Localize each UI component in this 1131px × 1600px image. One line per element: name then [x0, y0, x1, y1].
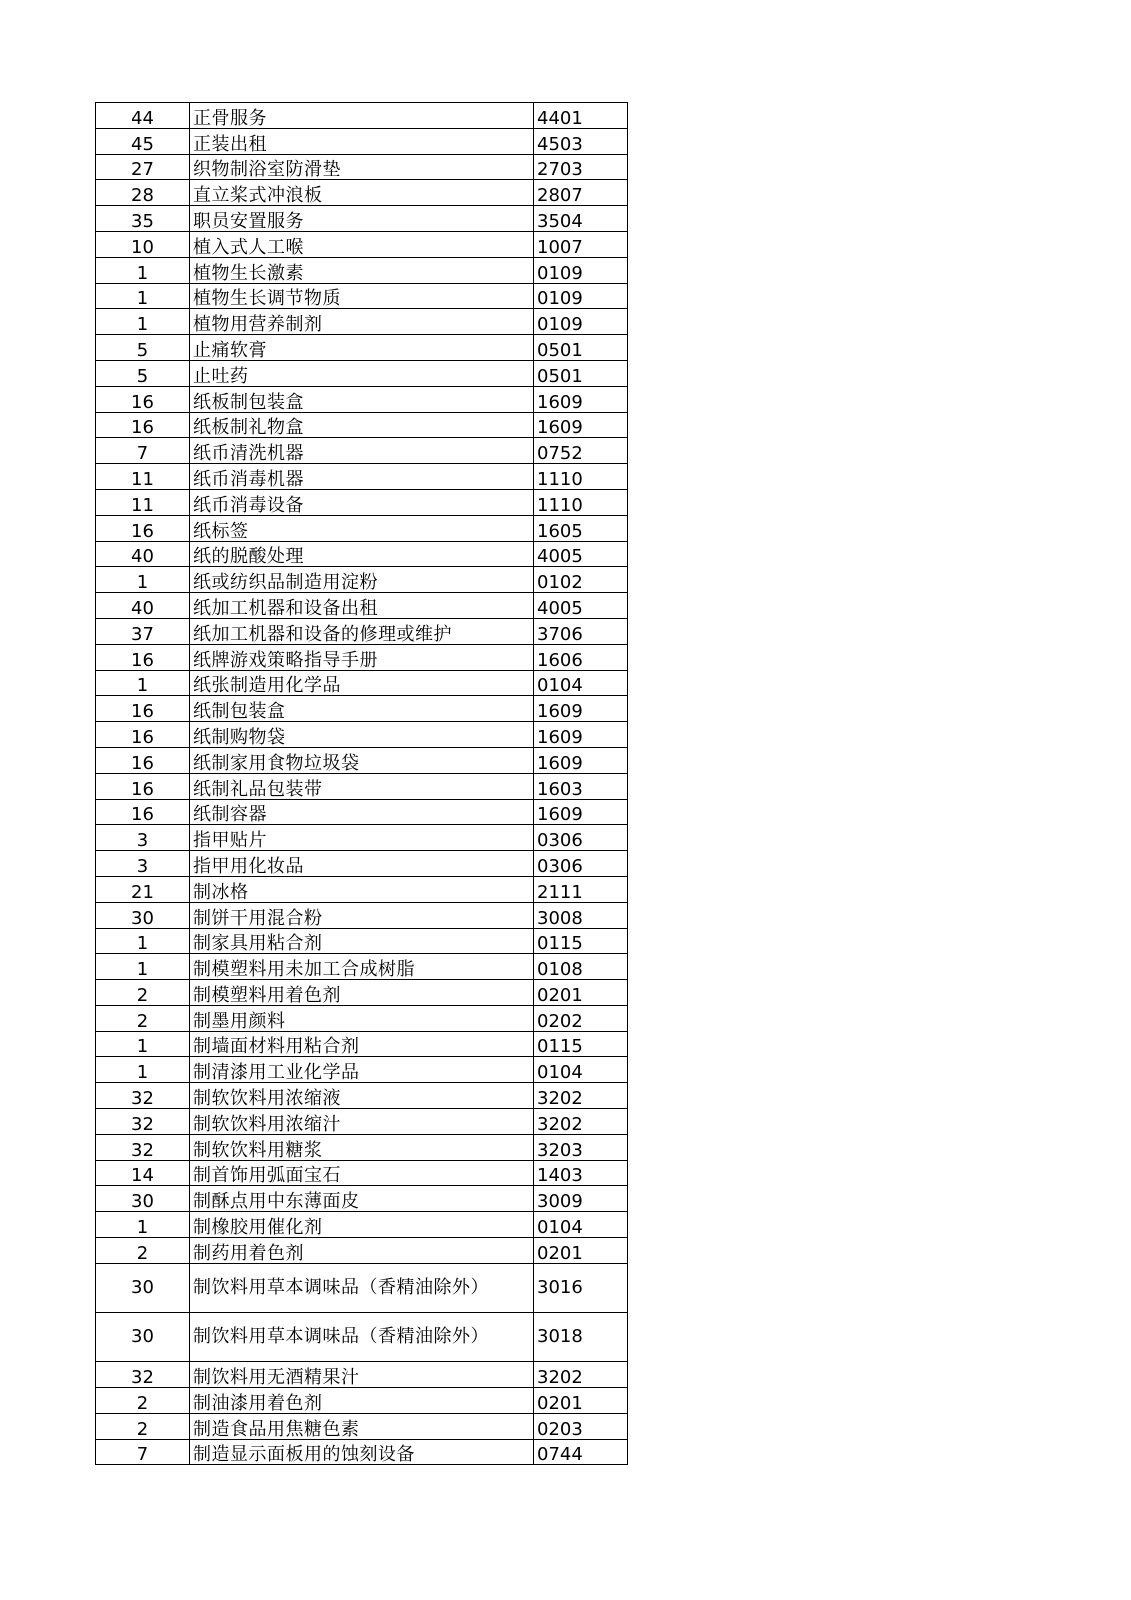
goods-name-text: 制药用着色剂: [193, 1242, 304, 1264]
group-code-cell: 0744: [534, 1439, 628, 1465]
class-number-cell: 16: [96, 722, 190, 748]
goods-name-cell: [190, 128, 534, 154]
class-number-cell: 40: [96, 541, 190, 567]
table-row: [96, 567, 628, 593]
goods-name-text: 纸币消毒设备: [193, 494, 304, 516]
goods-name-text: 纸加工机器和设备的修理或维护: [193, 623, 452, 645]
goods-name-text: 植入式人工喉: [193, 236, 304, 258]
goods-name-text: 制墨用颜料: [193, 1010, 286, 1032]
goods-name-cell: [190, 954, 534, 980]
goods-name-text: 止吐药: [193, 365, 249, 387]
table-row: [96, 283, 628, 309]
table-row: [96, 1212, 628, 1238]
class-number-cell: 27: [96, 154, 190, 180]
table-row: [96, 1160, 628, 1186]
goods-name-text: 制模塑料用着色剂: [193, 984, 341, 1006]
goods-name-cell: [190, 1134, 534, 1160]
table-row: [96, 412, 628, 438]
goods-name-cell: [190, 412, 534, 438]
goods-name-cell: [190, 1212, 534, 1238]
table-row: [96, 1134, 628, 1160]
group-code-cell: 0109: [534, 257, 628, 283]
group-code-cell: 1606: [534, 644, 628, 670]
group-code-cell: 1110: [534, 464, 628, 490]
class-number-cell: 32: [96, 1083, 190, 1109]
goods-name-cell: [190, 206, 534, 232]
group-code-cell: 1609: [534, 747, 628, 773]
group-code-cell: 3504: [534, 206, 628, 232]
class-number-cell: 11: [96, 489, 190, 515]
class-number-cell: 16: [96, 773, 190, 799]
group-code-cell: 0202: [534, 1005, 628, 1031]
goods-name-text: 植物生长调节物质: [193, 288, 341, 309]
class-number-cell: 1: [96, 1212, 190, 1238]
table-row: [96, 438, 628, 464]
class-number-cell: 16: [96, 644, 190, 670]
class-number-cell: 2: [96, 1388, 190, 1414]
goods-name-cell: [190, 851, 534, 877]
table-row: [96, 644, 628, 670]
goods-name-cell: [190, 722, 534, 748]
class-number-cell: 30: [96, 902, 190, 928]
table-row: [96, 747, 628, 773]
class-number-cell: 2: [96, 1238, 190, 1264]
group-code-cell: 1609: [534, 412, 628, 438]
goods-name-cell: [190, 1005, 534, 1031]
goods-name-text: 植物用营养制剂: [193, 314, 323, 335]
class-number-cell: 35: [96, 206, 190, 232]
table-row: [96, 103, 628, 129]
class-number-cell: 11: [96, 464, 190, 490]
goods-name-cell: [190, 1313, 534, 1362]
class-number-cell: 2: [96, 980, 190, 1006]
goods-name-text: 正骨服务: [193, 107, 267, 129]
group-code-cell: 3706: [534, 618, 628, 644]
group-code-cell: 1609: [534, 696, 628, 722]
class-number-cell: 37: [96, 618, 190, 644]
group-code-cell: 0109: [534, 309, 628, 335]
group-code-cell: 0306: [534, 851, 628, 877]
goods-name-cell: [190, 541, 534, 567]
goods-name-text: 指甲用化妆品: [193, 855, 304, 877]
group-code-cell: 0115: [534, 928, 628, 954]
class-number-cell: 3: [96, 851, 190, 877]
class-number-cell: 16: [96, 799, 190, 825]
group-code-cell: 1403: [534, 1160, 628, 1186]
table-row: [96, 360, 628, 386]
table-row: [96, 1057, 628, 1083]
goods-name-text: 植物生长激素: [193, 262, 304, 284]
goods-name-text: 制饮料用无酒精果汁: [193, 1367, 360, 1388]
class-number-cell: 1: [96, 283, 190, 309]
class-number-cell: 1: [96, 928, 190, 954]
group-code-cell: 1609: [534, 722, 628, 748]
goods-name-text: 纸板制礼物盒: [193, 417, 304, 438]
goods-name-text: 指甲贴片: [193, 830, 267, 851]
goods-name-text: 制软饮料用浓缩液: [193, 1088, 341, 1109]
group-code-cell: 4401: [534, 103, 628, 129]
group-code-cell: 0115: [534, 1031, 628, 1057]
group-code-cell: 0102: [534, 567, 628, 593]
goods-name-text: 纸加工机器和设备出租: [193, 597, 378, 619]
table-row: [96, 1083, 628, 1109]
goods-name-cell: [190, 980, 534, 1006]
table-row: [96, 618, 628, 644]
class-number-cell: 28: [96, 180, 190, 206]
goods-name-cell: [190, 644, 534, 670]
goods-name-text: 正装出租: [193, 133, 267, 155]
group-code-cell: 3203: [534, 1134, 628, 1160]
goods-name-text: 制饮料用草本调味品（香精油除外）: [193, 1326, 489, 1348]
table-row: [96, 1005, 628, 1031]
class-number-cell: 45: [96, 128, 190, 154]
table-row: [96, 722, 628, 748]
goods-name-text: 纸制礼品包装带: [193, 778, 323, 800]
table-row: [96, 231, 628, 257]
table-row: [96, 876, 628, 902]
table-row: [96, 1186, 628, 1212]
class-number-cell: 1: [96, 954, 190, 980]
goods-name-cell: [190, 360, 534, 386]
group-code-cell: 1110: [534, 489, 628, 515]
group-code-cell: 0104: [534, 1057, 628, 1083]
class-number-cell: 1: [96, 1031, 190, 1057]
table-row: [96, 335, 628, 361]
table-row: [96, 257, 628, 283]
goods-name-text: 纸标签: [193, 520, 249, 542]
class-number-cell: 7: [96, 1439, 190, 1465]
goods-name-text: 制清漆用工业化学品: [193, 1062, 360, 1083]
goods-name-cell: [190, 154, 534, 180]
class-number-cell: 1: [96, 567, 190, 593]
goods-name-cell: [190, 103, 534, 129]
goods-name-cell: [190, 1031, 534, 1057]
group-code-cell: 3008: [534, 902, 628, 928]
goods-name-text: 纸制包装盒: [193, 701, 286, 722]
class-number-cell: 2: [96, 1413, 190, 1439]
goods-name-text: 制造显示面板用的蚀刻设备: [193, 1444, 415, 1465]
class-number-cell: 16: [96, 747, 190, 773]
group-code-cell: 0501: [534, 360, 628, 386]
goods-name-cell: [190, 876, 534, 902]
goods-name-text: 织物制浴室防滑垫: [193, 159, 341, 180]
goods-name-text: 制软饮料用浓缩汁: [193, 1113, 341, 1135]
table-body: [96, 103, 628, 1465]
goods-name-text: 纸制家用食物垃圾袋: [193, 752, 360, 774]
table-row: [96, 799, 628, 825]
goods-name-cell: [190, 1362, 534, 1388]
goods-name-cell: [190, 825, 534, 851]
goods-name-text: 纸板制包装盒: [193, 391, 304, 413]
goods-name-text: 纸币清洗机器: [193, 443, 304, 464]
group-code-cell: 1609: [534, 799, 628, 825]
group-code-cell: 1605: [534, 515, 628, 541]
class-number-cell: 40: [96, 593, 190, 619]
goods-name-text: 制饼干用混合粉: [193, 907, 323, 928]
table-row: [96, 541, 628, 567]
group-code-cell: 0201: [534, 1388, 628, 1414]
group-code-cell: 0203: [534, 1413, 628, 1439]
goods-name-cell: [190, 1238, 534, 1264]
table-row: [96, 180, 628, 206]
goods-name-text: 止痛软膏: [193, 339, 267, 361]
class-number-cell: 1: [96, 257, 190, 283]
goods-name-text: 制墙面材料用粘合剂: [193, 1036, 360, 1057]
goods-name-cell: [190, 1439, 534, 1465]
goods-name-text: 制冰格: [193, 881, 249, 903]
group-code-cell: 0108: [534, 954, 628, 980]
table-row: [96, 1109, 628, 1135]
goods-name-text: 职员安置服务: [193, 210, 304, 232]
group-code-cell: 3202: [534, 1083, 628, 1109]
class-number-cell: 21: [96, 876, 190, 902]
goods-name-text: 纸币消毒机器: [193, 468, 304, 490]
goods-name-cell: [190, 773, 534, 799]
group-code-cell: 4005: [534, 593, 628, 619]
table-row: [96, 902, 628, 928]
goods-name-cell: [190, 438, 534, 464]
group-code-cell: 1609: [534, 386, 628, 412]
group-code-cell: 3009: [534, 1186, 628, 1212]
goods-name-cell: [190, 1109, 534, 1135]
table-row: [96, 464, 628, 490]
table-row: [96, 1263, 628, 1312]
group-code-cell: 0306: [534, 825, 628, 851]
table-row: [96, 1362, 628, 1388]
class-number-cell: 16: [96, 412, 190, 438]
goods-name-cell: [190, 309, 534, 335]
group-code-cell: 0104: [534, 1212, 628, 1238]
table-row: [96, 1031, 628, 1057]
goods-name-cell: [190, 1263, 534, 1312]
table-row: [96, 825, 628, 851]
group-code-cell: 1007: [534, 231, 628, 257]
table-row: [96, 1388, 628, 1414]
class-number-cell: 44: [96, 103, 190, 129]
table-row: [96, 154, 628, 180]
goods-name-text: 制首饰用弧面宝石: [193, 1165, 341, 1186]
group-code-cell: 2111: [534, 876, 628, 902]
table-row: [96, 696, 628, 722]
goods-name-text: 纸张制造用化学品: [193, 675, 341, 696]
table-row: [96, 206, 628, 232]
table-row: [96, 773, 628, 799]
goods-name-cell: [190, 231, 534, 257]
goods-name-cell: [190, 283, 534, 309]
group-code-cell: 1603: [534, 773, 628, 799]
goods-name-cell: [190, 335, 534, 361]
table-row: [96, 128, 628, 154]
goods-name-cell: [190, 567, 534, 593]
class-number-cell: 2: [96, 1005, 190, 1031]
goods-name-text: 制造食品用焦糖色素: [193, 1418, 360, 1440]
goods-name-cell: [190, 1083, 534, 1109]
goods-name-text: 制模塑料用未加工合成树脂: [193, 959, 415, 980]
class-number-cell: 1: [96, 670, 190, 696]
table-row: [96, 309, 628, 335]
group-code-cell: 4005: [534, 541, 628, 567]
goods-name-text: 制饮料用草本调味品（香精油除外）: [193, 1276, 489, 1298]
group-code-cell: 3018: [534, 1313, 628, 1362]
goods-name-text: 制软饮料用糖浆: [193, 1139, 323, 1161]
class-number-cell: 32: [96, 1362, 190, 1388]
class-number-cell: 7: [96, 438, 190, 464]
goods-name-text: 纸制容器: [193, 804, 267, 825]
table-row: [96, 1439, 628, 1465]
goods-name-text: 制油漆用着色剂: [193, 1392, 323, 1414]
group-code-cell: 0201: [534, 980, 628, 1006]
class-number-cell: 30: [96, 1313, 190, 1362]
goods-name-text: 纸制购物袋: [193, 726, 286, 748]
group-code-cell: 2703: [534, 154, 628, 180]
goods-name-text: 纸的脱酸处理: [193, 546, 304, 567]
class-number-cell: 16: [96, 696, 190, 722]
goods-name-cell: [190, 489, 534, 515]
group-code-cell: 3202: [534, 1362, 628, 1388]
goods-name-text: 纸牌游戏策略指导手册: [193, 649, 378, 671]
goods-name-cell: [190, 515, 534, 541]
table-row: [96, 515, 628, 541]
table-row: [96, 980, 628, 1006]
goods-name-cell: [190, 1388, 534, 1414]
group-code-cell: 0752: [534, 438, 628, 464]
group-code-cell: 2807: [534, 180, 628, 206]
table-row: [96, 928, 628, 954]
goods-name-cell: [190, 670, 534, 696]
goods-name-text: 直立桨式冲浪板: [193, 185, 323, 206]
table-row: [96, 1313, 628, 1362]
goods-name-cell: [190, 464, 534, 490]
goods-name-cell: [190, 928, 534, 954]
goods-name-cell: [190, 1186, 534, 1212]
class-number-cell: 16: [96, 386, 190, 412]
class-number-cell: 5: [96, 360, 190, 386]
goods-name-text: 制橡胶用催化剂: [193, 1217, 323, 1238]
goods-name-text: 制家具用粘合剂: [193, 933, 323, 954]
class-number-cell: 16: [96, 515, 190, 541]
table-row: [96, 1238, 628, 1264]
group-code-cell: 0104: [534, 670, 628, 696]
group-code-cell: 3202: [534, 1109, 628, 1135]
group-code-cell: 0501: [534, 335, 628, 361]
table-row: [96, 386, 628, 412]
goods-name-cell: [190, 747, 534, 773]
table-row: [96, 670, 628, 696]
goods-name-cell: [190, 902, 534, 928]
class-number-cell: 30: [96, 1263, 190, 1312]
goods-name-text: 纸或纺织品制造用淀粉: [193, 572, 378, 593]
table-row: [96, 593, 628, 619]
table-row: [96, 954, 628, 980]
goods-name-cell: [190, 257, 534, 283]
group-code-cell: 0201: [534, 1238, 628, 1264]
goods-name-cell: [190, 386, 534, 412]
class-number-cell: 32: [96, 1134, 190, 1160]
goods-name-cell: [190, 593, 534, 619]
group-code-cell: 4503: [534, 128, 628, 154]
group-code-cell: 3016: [534, 1263, 628, 1312]
group-code-cell: 0109: [534, 283, 628, 309]
goods-name-cell: [190, 180, 534, 206]
class-number-cell: 10: [96, 231, 190, 257]
class-number-cell: 30: [96, 1186, 190, 1212]
class-number-cell: 1: [96, 309, 190, 335]
class-number-cell: 3: [96, 825, 190, 851]
table-row: [96, 489, 628, 515]
goods-name-cell: [190, 799, 534, 825]
goods-name-cell: [190, 618, 534, 644]
goods-name-cell: [190, 1413, 534, 1439]
goods-name-cell: [190, 1057, 534, 1083]
class-number-cell: 32: [96, 1109, 190, 1135]
class-number-cell: 1: [96, 1057, 190, 1083]
goods-name-cell: [190, 696, 534, 722]
goods-name-text: 制酥点用中东薄面皮: [193, 1191, 360, 1212]
goods-classification-table: [95, 102, 628, 1465]
table-row: [96, 851, 628, 877]
table-row: [96, 1413, 628, 1439]
goods-name-cell: [190, 1160, 534, 1186]
class-number-cell: 14: [96, 1160, 190, 1186]
class-number-cell: 5: [96, 335, 190, 361]
